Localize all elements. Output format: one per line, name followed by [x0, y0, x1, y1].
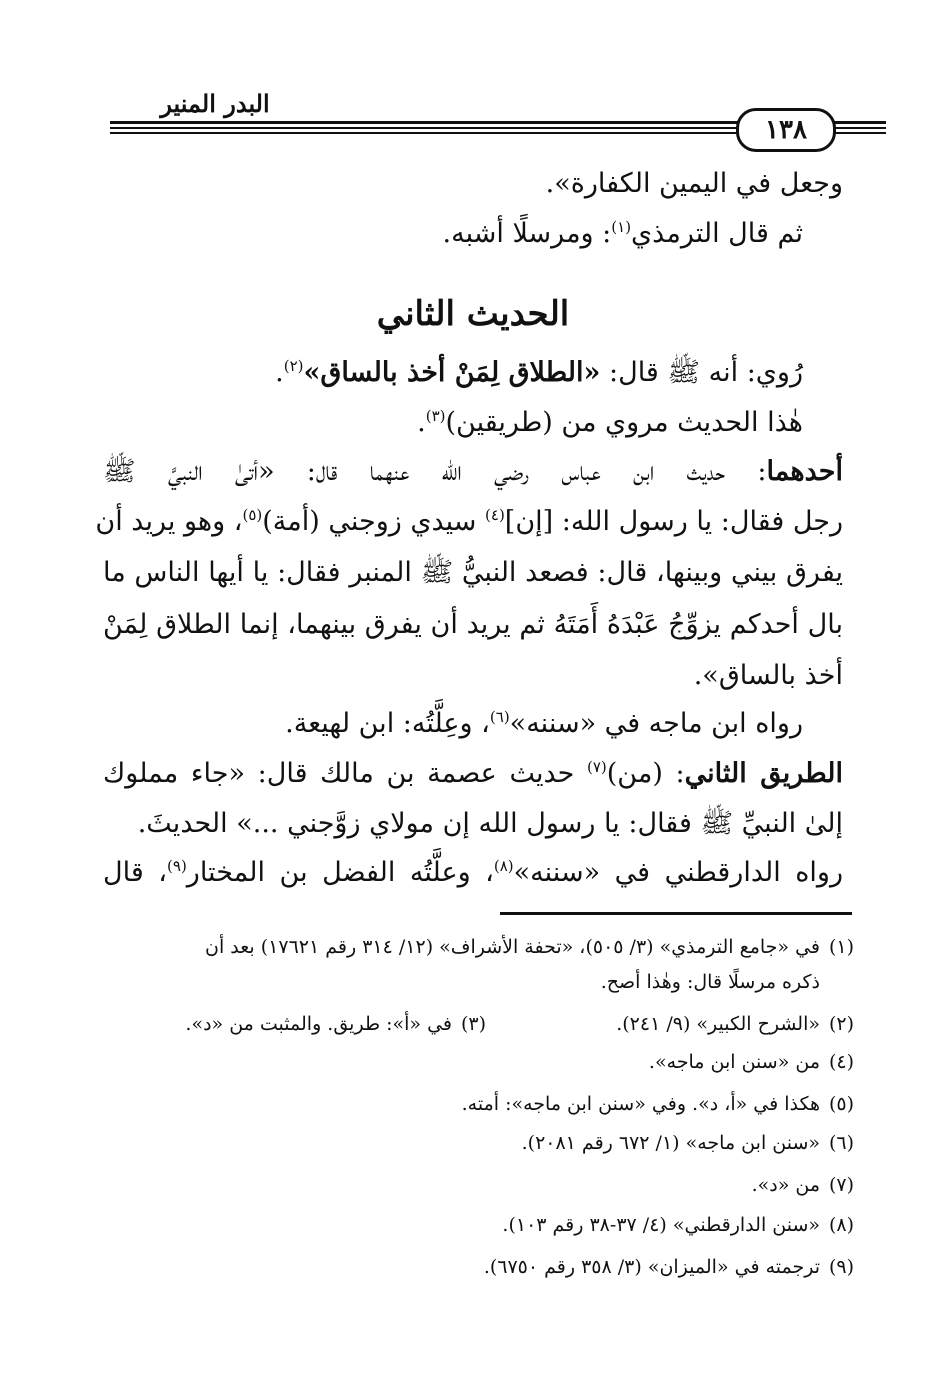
text-line: يفرق بيني وبينها، قال: فصعد النبيُّ ﷺ المنبر فقال: يا أيها الناس ما — [103, 557, 843, 588]
footnote: (٢)«الشرح الكبير» (٩/ ٢٤١). — [616, 1013, 854, 1035]
footnote: (٥)هكذا في «أ، د». وفي «سنن ابن ماجه»: أمته. — [461, 1093, 854, 1115]
text-line: ثم قال الترمذي$^{(١)}$: ومرسلًا أشبه. — [442, 218, 803, 249]
text-line: رجل فقال: يا رسول الله: [إن]$^{(٤)}$ سيدي زوجني (أمة)$^{(٥)}$، وهو يريد أن — [95, 506, 843, 537]
page-number: ١٣٨ — [736, 108, 836, 152]
running-header-title: البدر المنير — [160, 89, 270, 118]
footnote-ref: (٨) — [493, 857, 514, 875]
text-line: أخذ بالساق». — [693, 660, 843, 691]
footnote-ref: (٥) — [242, 506, 263, 524]
hadith-text: «الطلاق لِمَنْ أخذ بالساق» — [303, 357, 601, 388]
text-line: هٰذا الحديث مروي من (طريقين)$^{(٣)}$. — [417, 407, 803, 438]
text-line: أحدهما: حديث ابن عباس رضي الله عنهما قال: «أتىٰ النبيَّ ﷺ — [103, 456, 843, 487]
footnote: (٣)في «أ»: طريق. والمثبت من «د». — [185, 1013, 486, 1035]
footnote: (٧)من «د». — [751, 1174, 854, 1196]
text-line: رُوي: أنه ﷺ قال: «الطلاق لِمَنْ أخذ بالساق»$^{(٢)}$. — [275, 357, 803, 388]
footnote-ref: (٩) — [167, 857, 187, 875]
footnote-ref: (٣) — [425, 407, 446, 425]
footnote-separator — [500, 912, 852, 915]
text-line: إلىٰ النبيِّ ﷺ فقال: يا رسول الله إن مولاي زوَّجني ...» الحديثَ. — [137, 808, 843, 839]
footnote: (١)في «جامع الترمذي» (٣/ ٥٠٥)، «تحفة الأشراف» (١٢/ ٣١٤ رقم ١٧٦٢١) بعد أن — [205, 936, 854, 958]
text-line: رواه ابن ماجه في «سننه»$^{(٦)}$، وعِلَّتُه: ابن لهيعة. — [285, 708, 803, 739]
text-line: بال أحدكم يزوِّجُ عَبْدَهُ أَمَتَهُ ثم يريد أن يفرق بينهما، إنما الطلاق لِمَنْ — [103, 609, 843, 640]
footnote: (٤)من «سنن ابن ماجه». — [648, 1051, 854, 1073]
text-line: الطريق الثاني: (من)$^{(٧)}$ حديث عصمة بن مالك قال: «جاء مملوك — [103, 758, 844, 789]
footnote: (٨)«سنن الدارقطني» (٤/ ٣٧-٣٨ رقم ١٠٣). — [502, 1214, 854, 1236]
footnote-ref: (٧) — [586, 758, 607, 776]
footnote-ref: (٦) — [489, 708, 510, 726]
section-title: الحديث الثاني — [376, 294, 570, 334]
footnote-ref: (٢) — [283, 357, 304, 375]
footnote-continuation: ذكره مرسلًا قال: وهٰذا أصح. — [600, 971, 820, 993]
footnote-ref: (١) — [611, 218, 632, 236]
text-line: وجعل في اليمين الكفارة». — [545, 168, 843, 199]
footnote-ref: (٤) — [485, 506, 505, 524]
footnote: (٩)ترجمته في «الميزان» (٣/ ٣٥٨ رقم ٦٧٥٠). — [483, 1256, 854, 1278]
path-label: الطريق الثاني — [684, 758, 844, 789]
path-label: أحدهما — [766, 456, 843, 487]
text-line: رواه الدارقطني في «سننه»$^{(٨)}$، وعلَّتُه الفضل بن المختار$^{(٩)}$، قال — [103, 857, 843, 888]
footnote: (٦)«سنن ابن ماجه» (١/ ٦٧٢ رقم ٢٠٨١). — [521, 1132, 854, 1154]
